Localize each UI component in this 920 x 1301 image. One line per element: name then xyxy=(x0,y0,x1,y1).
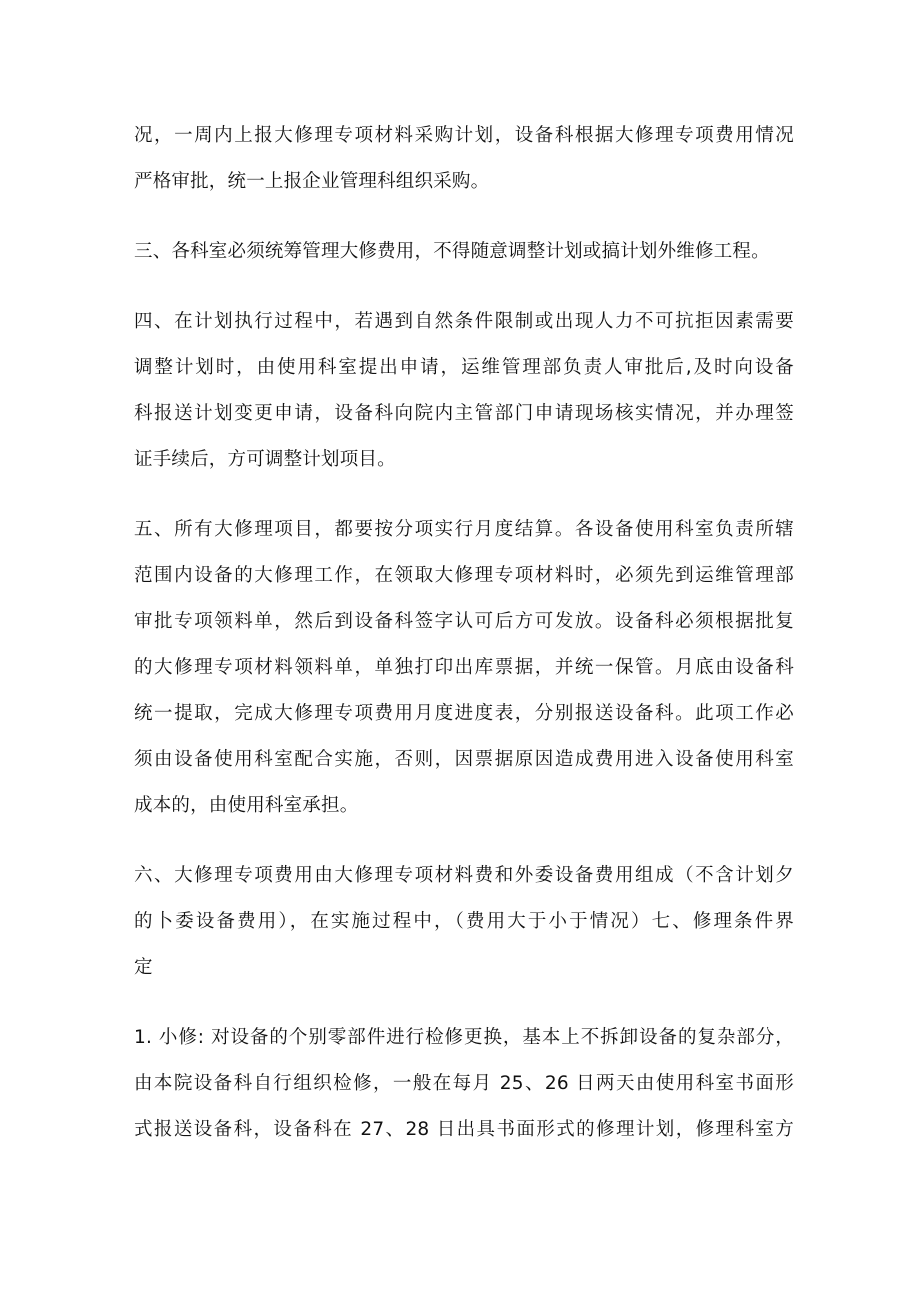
text-line: 况，一周内上报大修理专项材料采购计划，设备科根据大修理专项费用情况 xyxy=(134,125,794,146)
paragraph-item-4 xyxy=(134,299,794,483)
text-line: 统一提取，完成大修理专项费用月度进度表，分别报送设备科。此项工作必 xyxy=(134,703,794,724)
text-line: 六、大修理专项费用由大修理专项材料费和外委设备费用组成（不含计划夕 xyxy=(134,865,794,886)
text-line: 严格审批，统一上报企业管理科组织采购。 xyxy=(134,171,490,192)
paragraph-procurement xyxy=(134,113,794,205)
text-line: 须由设备使用科室配合实施，否则，因票据原因造成费用进入设备使用科室 xyxy=(134,749,794,770)
text-line: 科报送计划变更申请，设备科向院内主管部门申请现场核实情况，并办理签 xyxy=(134,403,794,424)
text-line: 的大修理专项材料领料单，单独打印出库票据，并统一保管。月底由设备科 xyxy=(134,657,794,678)
paragraph-item-3 xyxy=(134,229,794,275)
paragraph-item-5 xyxy=(134,507,794,829)
text-line: 五、所有大修理项目，都要按分项实行月度结算。各设备使用科室负责所辖 xyxy=(134,519,794,540)
text-line: 审批专项领料单，然后到设备科签字认可后方可发放。设备科必须根据批复 xyxy=(134,611,794,632)
text-line: 证手续后，方可调整计划项目。 xyxy=(134,449,396,470)
text-line: 调整计划时，由使用科室提出申请，运维管理部负责人审批后,及时向设备 xyxy=(134,357,794,378)
text-line: 式报送设备科，设备科在 27、28 日出具书面形式的修理计划，修理科室方 xyxy=(134,1119,794,1140)
text-line: 三、各科室必须统筹管理大修费用，不得随意调整计划或搞计划外维修工程。 xyxy=(134,241,770,262)
paragraph-minor-repair xyxy=(134,1015,794,1153)
text-line: 1. 小修: 对设备的个别零部件进行检修更换，基本上不拆卸设备的复杂部分， xyxy=(134,1027,794,1048)
text-line: 定 xyxy=(134,957,153,978)
text-line: 成本的，由使用科室承担。 xyxy=(134,795,359,816)
text-line: 的卜委设备费用），在实施过程中，（费用大于小于情况）七、修理条件界 xyxy=(134,911,794,932)
paragraph-item-6 xyxy=(134,853,794,991)
text-line: 四、在计划执行过程中，若遇到自然条件限制或出现人力不可抗拒因素需要 xyxy=(134,311,794,332)
document-body xyxy=(134,113,794,1177)
text-line: 由本院设备科自行组织检修，一般在每月 25、26 日两天由使用科室书面形 xyxy=(134,1073,794,1094)
text-line: 范围内设备的大修理工作，在领取大修理专项材料时，必须先到运维管理部 xyxy=(134,565,794,586)
